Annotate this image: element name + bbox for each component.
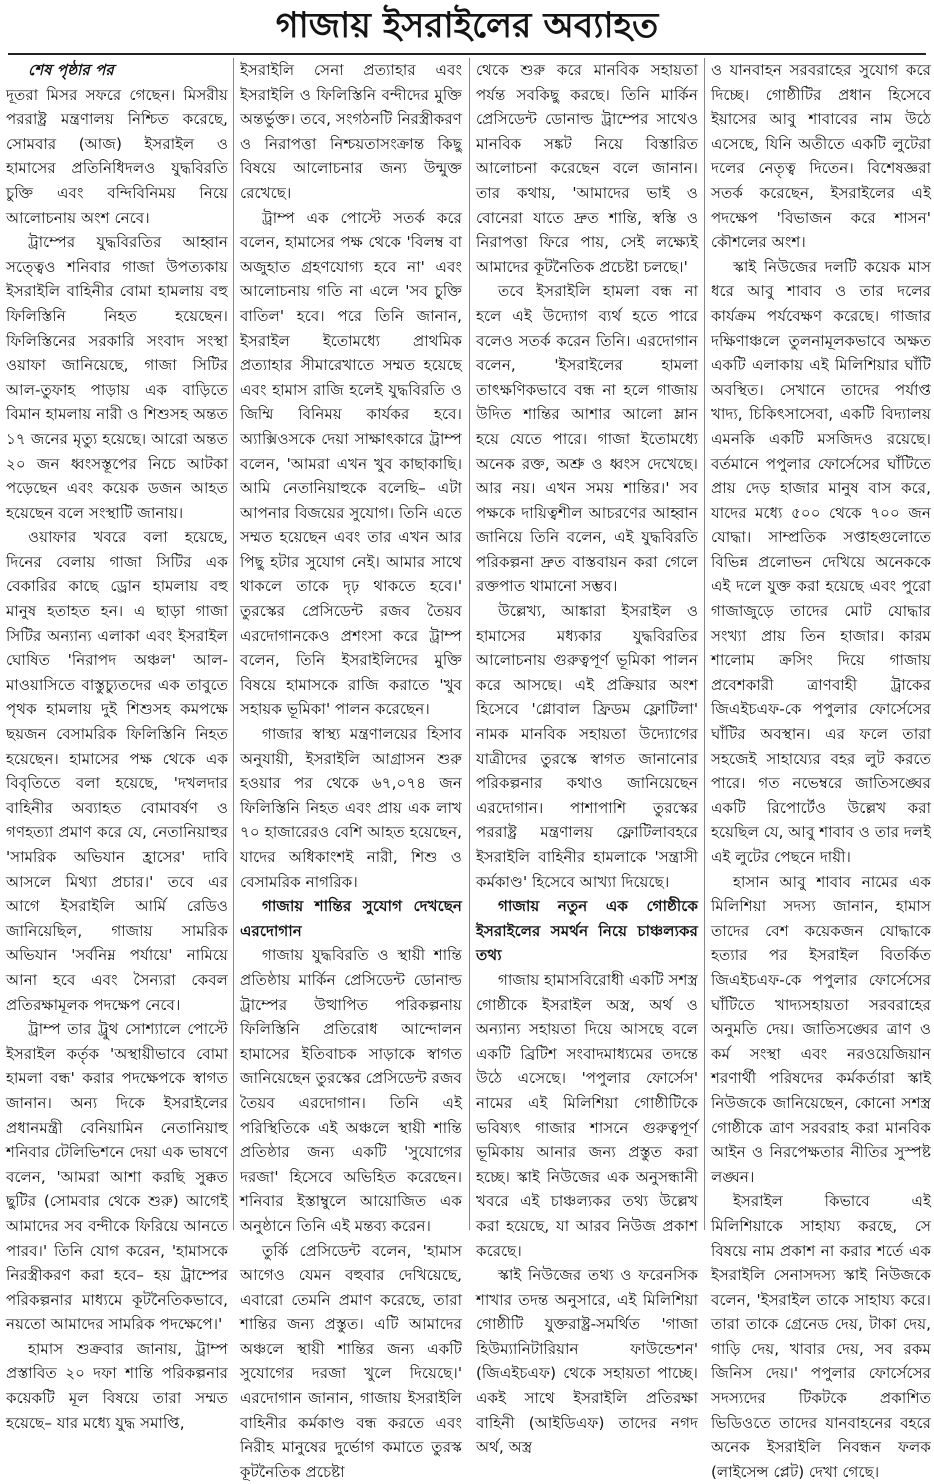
continuation-kicker: শেষ পৃষ্ঠার পর <box>6 58 228 83</box>
paragraph: ইসরাইলি সেনা প্রত্যাহার এবং ইসরাইলি ও ফিলিস্তিনি বন্দীদের মুক্তি অন্তর্ভুক্ত। তবে, সংগঠনটি নিরস্ত্রীকরণ ও নিরাপত্তা নিশ্চয়তাসংক্রান্ত কিছু বিষয়ে আলোচনার জন্য উন্মুক্ত রেখেছে। <box>240 58 462 206</box>
column-3 <box>476 58 698 1230</box>
paragraph: তবে ইসরাইলি হামলা বন্ধ না হলে এই উদ্যোগ ব্যর্থ হতে পারে বলেও সতর্ক করেন তিনি। এরদোগান বলেন, 'ইসরাইলের হামলা তাৎক্ষণিকভাবে বন্ধ না হলে গাজায় উদিত শান্তির আশার আলো ম্লান হয়ে যেতে পারে। গাজা ইতোমধ্যে অনেক রক্ত, অশ্রু ও ধ্বংস দেখেছে। আর নয়। এখন সময় শান্তির।' সব পক্ষকে দায়িত্বশীল আচরণের আহ্বান জানিয়ে তিনি বলেন, এই যুদ্ধবিরতি পরিকল্পনা দ্রুত বাস্তবায়ন করা গেলে রক্তপাত থামানো সম্ভব। <box>476 279 698 599</box>
paragraph: ওয়াফার খবরে বলা হয়েছে, দিনের বেলায় গাজা সিটির এক বেকারির কাছে ড্রোন হামলায় বহু মানুষ হতাহত হন। এ ছাড়া গাজা সিটির অন্যান্য এলাকা এবং ইসরাইল ঘোষিত 'নিরাপদ অঞ্চল' আল-মাওয়াসিতে বাস্তুচ্যুতদের এক তাবুতে পৃথক হামলায় দুই শিশুসহ কমপক্ষে ছয়জন বেসামরিক ফিলিস্তিনি নিহত হয়েছেন। হামাসের পক্ষ থেকে এক বিবৃতিতে বলা হয়েছে, 'দখলদার বাহিনীর অব্যাহত বোমাবর্ষণ ও গণহত্যা প্রমাণ করে যে, নেতানিয়াহুর 'সামরিক অভিযান হ্রাসের' দাবি আসলে মিথ্যা প্রচার।' তবে এর আগে ইসরাইলি আর্মি রেডিও জানিয়েছিল, গাজায় সামরিক অভিযান 'সর্বনিম্ন পর্যায়ে' নামিয়ে আনা হবে এবং সৈন্যরা কেবল প্রতিরক্ষামূলক পদক্ষেপ নেবে। <box>6 525 228 1017</box>
paragraph: দূতরা মিসর সফরে গেছেন। মিসরীয় পররাষ্ট্র মন্ত্রণালয় নিশ্চিত করেছে, সোমবার (আজ) ইসরাইল ও হামাসের প্রতিনিধিদলও যুদ্ধবিরতি চুক্তি এবং বন্দিবিনিময় নিয়ে আলোচনায় অংশ নেবে। <box>6 83 228 231</box>
paragraph: হামাস শুক্রবার জানায়, ট্রাম্প প্রস্তাবিত ২০ দফা শান্তি পরিকল্পনার কয়েকটি মূল বিষয়ে তারা সম্মত হয়েছে– যার মধ্যে যুদ্ধ সমাপ্তি, <box>6 1337 228 1435</box>
column-divider <box>704 58 705 1230</box>
subheading: গাজায় নতুন এক গোষ্ঠীকে ইসরাইলের সমর্থন নিয়ে চাঞ্চল্যকর তথ্য <box>476 894 698 968</box>
paragraph: গাজায় হামাসবিরোধী একটি সশস্ত্র গোষ্ঠীকে ইসরাইল অস্ত্র, অর্থ ও অন্যান্য সহায়তা দিয়ে আসছে বলে একটি ব্রিটিশ সংবাদমাধ্যমের তদন্তে উঠে এসেছে। 'পপুলার ফোর্সেস' নামের এই মিলিশিয়া গোষ্ঠীটিকে ভবিষ্যৎ গাজার শাসনে গুরুত্বপূর্ণ ভূমিকায় আনার জন্য প্রস্তুত করা হচ্ছে। স্কাই নিউজের এক অনুসন্ধানী খবরে এই চাঞ্চল্যকর তথ্য উল্লেখ করা হয়েছে, যা আরব নিউজ প্রকাশ করেছে। <box>476 968 698 1263</box>
paragraph: স্কাই নিউজের দলটি কয়েক মাস ধরে আবু শাবাব ও তার দলের কার্যক্রম পর্যবেক্ষণ করেছে। গাজার দক্ষিণাঞ্চলে তুলনামূলকভাবে অক্ষত একটি এলাকায় এই মিলিশিয়ার ঘাঁটি অবস্থিত। সেখানে তাদের পর্যাপ্ত খাদ্য, চিকিৎসাসেবা, একটি বিদ্যালয় এমনকি একটি মসজিদও রয়েছে। বর্তমানে পপুলার ফোর্সেসের ঘাঁটিতে প্রায় দেড় হাজার মানুষ বাস করে, যাদের মধ্যে ৫০০ থেকে ৭০০ জন যোদ্ধা। সাম্প্রতিক সপ্তাহগুলোতে বিভিন্ন প্রলোভন দেখিয়ে অনেককে এই দলে যুক্ত করা হয়েছে এবং পুরো গাজাজুড়ে তাদের মোট যোদ্ধার সংখ্যা প্রায় তিন হাজার। কারম শালোম ক্রসিং দিয়ে গাজায় প্রবেশকারী ত্রাণবাহী ট্রাকের জিএইচএফ-কে পপুলার ফোর্সেসের ঘাঁটির অবস্থান। এর ফলে তারা সহজেই সাহায্যের বহর লুট করতে পারে। গত নভেম্বরে জাতিসঙ্ঘের একটি রিপোর্টেও উল্লেখ করা হয়েছিল যে, আবু শাবাব ও তার দলই এই লুটের পেছনে দায়ী। <box>711 255 931 870</box>
paragraph: হাসান আবু শাবাব নামের এক মিলিশিয়া সদস্য জানান, হামাস তাদের বেশ কয়েকজন যোদ্ধাকে হত্যার পর ইসরাইল বিতর্কিত জিএইচএফ-কে পপুলার ফোর্সেসের ঘাঁটিতে খাদ্যসহায়তা সরবরাহের অনুমতি দেয়। জাতিসঙ্ঘের ত্রাণ ও কর্ম সংস্থা এবং নরওয়েজিয়ান শরণার্থী পরিষদের কর্মকর্তারা স্কাই নিউজকে জানিয়েছেন, কোনো সশস্ত্র গোষ্ঠীকে ত্রাণ সরবরাহ করা মানবিক আইন ও নিরপেক্ষতার নীতির সুস্পষ্ট লঙ্ঘন। <box>711 870 931 1190</box>
paragraph: ও যানবাহন সরবরাহের সুযোগ করে দিচ্ছে। গোষ্ঠীটির প্রধান হিসেবে ইয়াসের আবু শাবাবের নাম উঠে এসেছে, যিনি অতীতে একটি লুটেরা দলের নেতৃত্ব দিতেন। বিশেষজ্ঞরা সতর্ক করেছেন, ইসরাইলের এই পদক্ষেপ 'বিভাজন করে শাসন' কৌশলের অংশ। <box>711 58 931 255</box>
subheading: গাজায় শান্তির সুযোগ দেখছেন এরদোগান <box>240 894 462 943</box>
paragraph: ট্রাম্প এক পোস্টে সতর্ক করে বলেন, হামাসের পক্ষ থেকে 'বিলম্ব বা অজুহাত গ্রহণযোগ্য হবে না' এবং আলোচনায় গতি না এলে 'সব চুক্তি বাতিল' হবে। পরে তিনি জানান, ইসরাইল ইতোমধ্যে প্রাথমিক প্রত্যাহার সীমারেখাতে সম্মত হয়েছে এবং হামাস রাজি হলেই যুদ্ধবিরতি ও জিম্মি বিনিময় কার্যকর হবে। অ্যাক্সিওসকে দেয়া সাক্ষাৎকারে ট্রাম্প বলেন, 'আমরা এখন খুব কাছাকাছি। আমি নেতানিয়াহুকে বলেছি– এটা আপনার বিজয়ের সুযোগ। তিনি এতে সম্মত হয়েছেন এবং তার এখন আর পিছু হটার সুযোগ নেই। আমার সাথে থাকলে তাকে দৃঢ় থাকতে হবে।' তুরস্কের প্রেসিডেন্ট রজব তৈয়ব এরদোগানকেও প্রশংসা করে ট্রাম্প বলেন, তিনি ইসরাইলিদের মুক্তি বিষয়ে হামাসকে রাজি করাতে 'খুব সহায়ক ভূমিকা' পালন করেছেন। <box>240 206 462 722</box>
paragraph: ইসরাইল কিভাবে এই মিলিশিয়াকে সাহায্য করছে, সে বিষয়ে নাম প্রকাশ না করার শর্তে এক ইসরাইলি সেনাসদস্য স্কাই নিউজকে বলেন, 'ইসরাইল তাকে সাহায্য করে। তারা তাকে গ্রেনেড দেয়, টাকা দেয়, গাড়ি দেয়, খাবার দেয়, সব রকম জিনিস দেয়।' পপুলার ফোর্সেসের সদস্যদের টিকটকে প্রকাশিত ভিডিওতে তাদের যানবাহনের বহরে অনেক ইসরাইলি নিবন্ধন ফলক (লাইসেন্স প্লেট) দেখা গেছে। <box>711 1189 931 1484</box>
paragraph: থেকে শুরু করে মানবিক সহায়তা পর্যন্ত সবকিছু করছে। তিনি মার্কিন প্রেসিডেন্ট ডোনাল্ড ট্রাম্পের সাথেও মানবিক সঙ্কট নিয়ে বিস্তারিত আলোচনা করেছেন বলে জানান। তার কথায়, 'আমাদের ভাই ও বোনেরা যাতে দ্রুত শান্তি, স্বস্তি ও নিরাপত্তা ফিরে পায়, সেই লক্ষ্যেই আমাদের কূটনৈতিক প্রচেষ্টা চলছে।' <box>476 58 698 279</box>
column-divider <box>233 58 234 1230</box>
column-divider <box>469 58 470 1230</box>
paragraph: গাজায় যুদ্ধবিরতি ও স্থায়ী শান্তি প্রতিষ্ঠায় মার্কিন প্রেসিডেন্ট ডোনাল্ড ট্রাম্পের উত্থাপিত পরিকল্পনায় ফিলিস্তিনি প্রতিরোধ আন্দোলন হামাসের ইতিবাচক সাড়াকে স্বাগত জানিয়েছেন তুরস্কের প্রেসিডেন্ট রজব তৈয়ব এরদোগান। তিনি এই পরিস্থিতিকে এই অঞ্চলে স্থায়ী শান্তি প্রতিষ্ঠার জন্য একটি 'সুযোগের দরজা' হিসেবে অভিহিত করেছেন। শনিবার ইস্তাম্বুলে আয়োজিত এক অনুষ্ঠানে তিনি এই মন্তব্য করেন। <box>240 943 462 1238</box>
paragraph: ট্রাম্প তার ট্রুথ সোশ্যালে পোস্টে ইসরাইল কর্তৃক 'অস্থায়ীভাবে বোমা হামলা বন্ধ' করার পদক্ষেপকে স্বাগত জানান। অন্য দিকে ইসরাইলের প্রধানমন্ত্রী বেনিয়ামিন নেতানিয়াহু শনিবার টেলিভিশনে দেয়া এক ভাষণে বলেন, 'আমরা আশা করছি সুক্কত ছুটির (সোমবার থেকে শুরু) আগেই আমাদের সব বন্দীকে ফিরিয়ে আনতে পারব।' তিনি যোগ করেন, 'হামাসকে নিরস্ত্রীকরণ করা হবে– হয় ট্রাম্পের পরিকল্পনার মাধ্যমে কূটনৈতিকভাবে, নয়তো আমাদের সামরিক পদক্ষেপে।' <box>6 1017 228 1337</box>
headline: গাজায় ইসরাইলের অব্যাহত <box>0 0 934 52</box>
paragraph: স্কাই নিউজের তথ্য ও ফরেনসিক শাখার তদন্ত অনুসারে, এই মিলিশিয়া গোষ্ঠীটি যুক্তরাষ্ট্র-সমর্থিত 'গাজা হিউম্যানিটারিয়ান ফাউন্ডেশন' (জিএইচএফ) থেকে সহায়তা পাচ্ছে। একই সাথে ইসরাইলি প্রতিরক্ষা বাহিনী (আইডিএফ) তাদের নগদ অর্থ, অস্ত্র <box>476 1263 698 1460</box>
paragraph: ট্রাম্পের যুদ্ধবিরতির আহ্বান সত্ত্বেও শনিবার গাজা উপত্যকায় ইসরাইলি বাহিনীর বোমা হামলায় বহু ফিলিস্তিনি নিহত হয়েছেন। ফিলিস্তিনের সরকারি সংবাদ সংস্থা ওয়াফা জানিয়েছে, গাজা সিটির আল-তুফাহ পাড়ায় এক বাড়িতে বিমান হামলায় নারী ও শিশুসহ অন্তত ১৭ জনের মৃত্যু হয়েছে। আরো অন্তত ২০ জন ধ্বংসস্তূপের নিচে আটকা পড়েছেন এবং কয়েক ডজন আহত হয়েছেন বলে সংস্থাটি জানায়। <box>6 230 228 525</box>
column-1 <box>6 58 228 1230</box>
column-4 <box>711 58 931 1230</box>
paragraph: উল্লেখ্য, আঙ্কারা ইসরাইল ও হামাসের মধ্যকার যুদ্ধবিরতির আলোচনায় গুরুত্বপূর্ণ ভূমিকা পালন করে আসছে। এই প্রক্রিয়ার অংশ হিসেবে 'গ্লোবাল ফ্রিডম ফ্লোটিলা' নামক মানবিক সহায়তা উদ্যোগের যাত্রীদের তুরস্কে স্বাগত জানানোর পরিকল্পনার কথাও জানিয়েছেন এরদোগান। পাশাপাশি তুরস্কের পররাষ্ট্র মন্ত্রণালয় ফ্লোটিলাবহরে ইসরাইলি বাহিনীর হামলাকে 'সন্ত্রাসী কর্মকাণ্ড' হিসেবে আখ্যা দিয়েছে। <box>476 599 698 894</box>
paragraph: তুর্কি প্রেসিডেন্ট বলেন, 'হামাস আগেও যেমন বহুবার দেখিয়েছে, এবারো তেমনি প্রমাণ করেছে, তারা শান্তির জন্য প্রস্তুত। এটি আমাদের অঞ্চলে স্থায়ী শান্তির জন্য একটি সুযোগের দরজা খুলে দিয়েছে।' এরদোগান জানান, গাজায় ইসরাইলি বাহিনীর কর্মকাণ্ড বন্ধ করতে এবং নিরীহ মানুষের দুর্ভোগ কমাতে তুরস্ক কূটনৈতিক প্রচেষ্টা <box>240 1239 462 1484</box>
column-2 <box>240 58 462 1230</box>
paragraph: গাজার স্বাস্থ্য মন্ত্রণালয়ের হিসাব অনুযায়ী, ইসরাইলি আগ্রাসন শুরু হওয়ার পর থেকে ৬৭,০৭৪ জন ফিলিস্তিনি নিহত এবং প্রায় এক লাখ ৭০ হাজারেরও বেশি আহত হয়েছেন, যাদের অধিকাংশই নারী, শিশু ও বেসামরিক নাগরিক। <box>240 722 462 894</box>
headline-rule <box>8 53 926 55</box>
